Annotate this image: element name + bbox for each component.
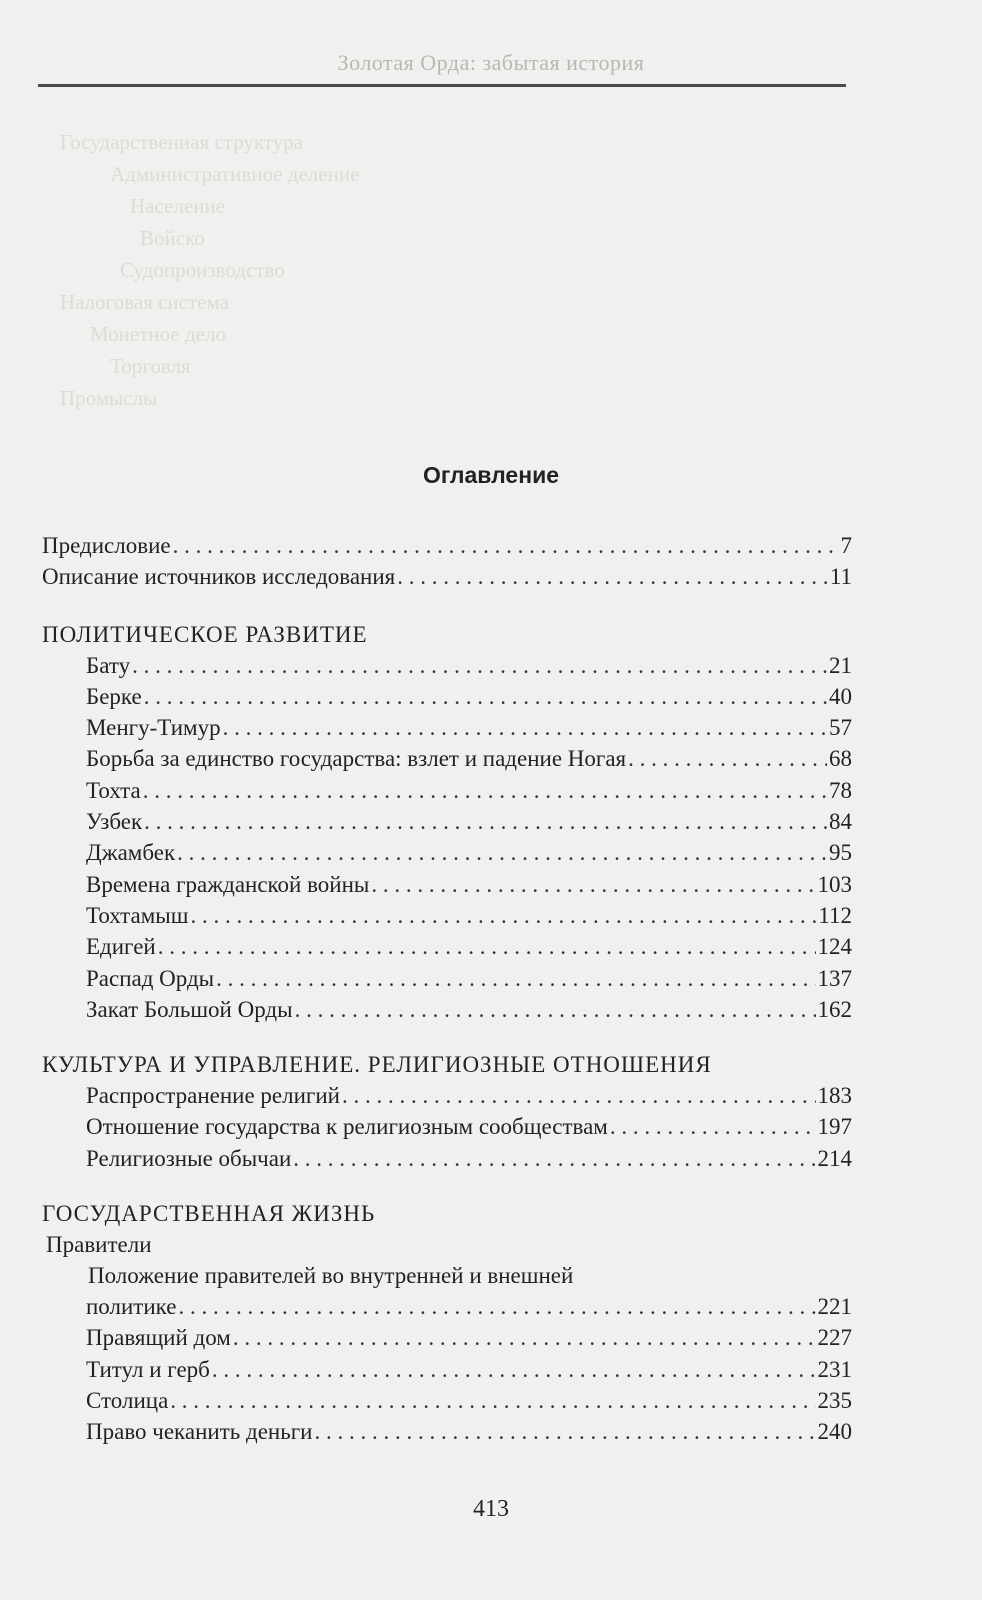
toc-entry-page: 197 [817, 1114, 852, 1140]
dot-leader [143, 775, 827, 806]
ghost-line: Налоговая система [60, 290, 229, 314]
dot-leader [342, 1080, 816, 1111]
toc-entry-page: 221 [817, 1294, 852, 1320]
toc-entry-page: 84 [829, 809, 852, 835]
toc-entry-title: Право чеканить деньги [86, 1419, 313, 1445]
toc-title: Оглавление [422, 462, 560, 488]
toc-entry [40, 775, 852, 806]
toc-entry-title: Бату [86, 652, 131, 678]
toc-entry-page: 183 [817, 1083, 852, 1109]
toc-entry-page: 95 [829, 840, 852, 866]
toc-entry-title: Тохта [86, 777, 141, 803]
toc-entry-page: 137 [817, 965, 852, 991]
toc-entry [40, 963, 852, 994]
toc-entry-page: 227 [817, 1325, 852, 1351]
toc-entry [40, 1111, 852, 1142]
ghost-line: Войско [140, 226, 205, 250]
ghost-line: Торговля [110, 354, 191, 378]
dot-leader [397, 561, 828, 592]
ghost-line: Административное деление [110, 162, 360, 186]
toc-entry [40, 530, 852, 561]
dot-leader [223, 712, 827, 743]
toc-entry-title: Религиозные обычаи [86, 1145, 292, 1171]
dot-leader [295, 994, 816, 1025]
running-head: Золотая Орда: забытая история [337, 50, 645, 75]
toc-entry-page: 11 [829, 564, 852, 590]
toc-entry-page: 103 [817, 871, 852, 897]
toc-entry-title: Берке [86, 683, 142, 709]
toc-entry-page: 124 [817, 934, 852, 960]
toc-entry-title: Распад Орды [86, 965, 215, 991]
dot-leader [314, 1416, 815, 1447]
toc-entry-title: Борьба за единство государства: взлет и падение Ногая [86, 746, 627, 772]
ghost-line: Монетное дело [90, 322, 226, 346]
dot-leader [216, 963, 815, 994]
toc-entry-page: 68 [829, 746, 852, 772]
toc-entry [40, 806, 852, 837]
subsection-heading: Правители [46, 1232, 152, 1258]
toc-entry-page: 112 [818, 902, 852, 928]
toc-entry-title: Предисловие [42, 533, 171, 558]
dot-leader [170, 1385, 815, 1416]
toc-entry [40, 1385, 852, 1416]
toc-entry-page: 162 [817, 996, 852, 1022]
toc-entry-title: Правящий дом [86, 1325, 231, 1351]
dot-leader [144, 806, 827, 837]
dot-leader [610, 1111, 816, 1142]
header-rule [38, 84, 846, 87]
toc-entry-page: 240 [817, 1419, 852, 1445]
toc-entry [40, 650, 852, 681]
toc-entry [40, 1291, 852, 1322]
dot-leader [177, 837, 827, 868]
toc-entry-page: 78 [829, 777, 852, 803]
page-number: 413 [473, 1496, 509, 1522]
toc-entry-title: Закат Большой Орды [86, 996, 293, 1022]
section-heading: КУЛЬТУРА И УПРАВЛЕНИЕ. РЕЛИГИОЗНЫЕ ОТНОШЕНИЯ [42, 1052, 712, 1078]
toc-entry-title: Джамбек [86, 840, 176, 866]
dot-leader [178, 1291, 815, 1322]
toc-entry [40, 931, 852, 962]
dot-leader [212, 1354, 816, 1385]
dot-leader [173, 530, 839, 561]
toc-entry-title: Распространение религий [86, 1083, 340, 1109]
toc-entry-title: Тохтамыш [86, 902, 189, 928]
dot-leader [371, 869, 815, 900]
toc-entry [40, 1322, 852, 1353]
toc-entry-title: Времена гражданской войны [86, 871, 370, 897]
toc-entry-page: 231 [817, 1356, 852, 1382]
toc-entry [40, 681, 852, 712]
toc-entry [40, 869, 852, 900]
toc-entry-page: 40 [829, 683, 852, 709]
toc-entry-page: 7 [840, 533, 852, 558]
toc-entry-title: Едигей [86, 934, 156, 960]
ghost-line: Государственная структура [60, 130, 303, 154]
dot-leader [628, 743, 827, 774]
toc-entry [40, 1080, 852, 1111]
dot-leader [293, 1143, 815, 1174]
toc-entry [40, 994, 852, 1025]
toc-entry [40, 1416, 852, 1447]
toc-entry-page: 214 [817, 1145, 852, 1171]
toc-entry-page: 235 [817, 1387, 852, 1413]
toc-entry [40, 837, 852, 868]
toc-entry-title: политике [86, 1294, 177, 1320]
dot-leader [158, 931, 816, 962]
toc-entry-title: Отношение государства к религиозным сообществам [86, 1114, 608, 1140]
toc-entry-page: 57 [829, 715, 852, 741]
dot-leader [233, 1322, 816, 1353]
toc-entry-title: Титул и герб [86, 1356, 210, 1382]
toc-entry-title: Узбек [86, 809, 143, 835]
toc-entry-page: 21 [829, 652, 852, 678]
ghost-line: Промыслы [60, 386, 158, 410]
toc-entry-title: Столица [86, 1387, 169, 1413]
toc-entry [40, 900, 852, 931]
toc-entry-title: Описание источников исследования [42, 564, 396, 590]
section-heading: ГОСУДАРСТВЕННАЯ ЖИЗНЬ [42, 1201, 376, 1227]
toc-entry-title: Менгу-Тимур [86, 715, 221, 741]
toc-entry [40, 1354, 852, 1385]
section-heading: ПОЛИТИЧЕСКОЕ РАЗВИТИЕ [42, 621, 368, 647]
table-of-contents [40, 530, 852, 1448]
dot-leader [144, 681, 827, 712]
toc-entry [40, 1143, 852, 1174]
dot-leader [190, 900, 816, 931]
toc-entry [40, 561, 852, 592]
dot-leader [132, 650, 827, 681]
toc-entry [40, 743, 852, 774]
toc-entry [40, 712, 852, 743]
ghost-line: Судопроизводство [120, 258, 285, 282]
toc-entry-title-wrapped: Положение правителей во внутренней и внешней [88, 1263, 574, 1289]
ghost-line: Население [130, 194, 225, 218]
